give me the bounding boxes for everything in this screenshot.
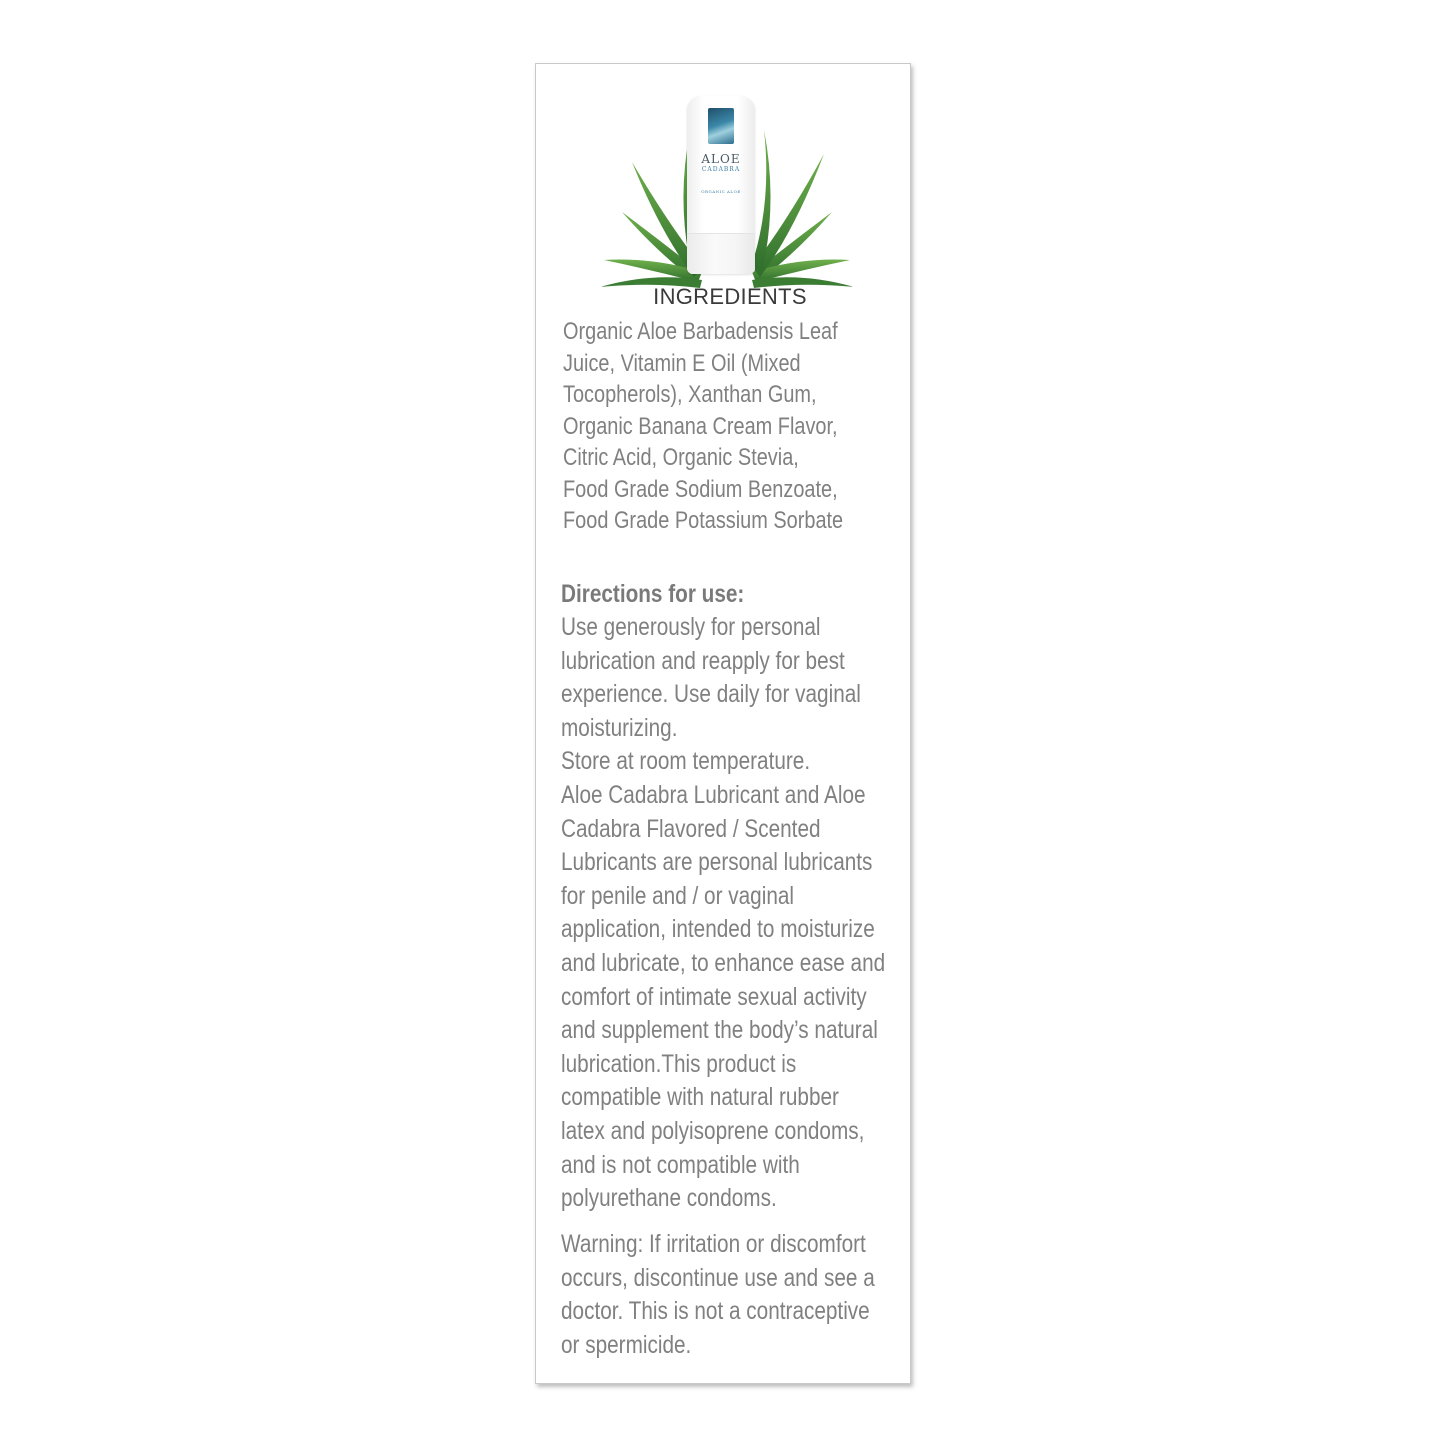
directions-text <box>561 611 893 1216</box>
bottle-cap <box>687 233 755 274</box>
product-bottle <box>687 96 755 274</box>
directions-line: application, intended to moisturize <box>561 915 875 944</box>
directions-line: Use generously for personal <box>561 613 821 641</box>
directions-line: comfort of intimate sexual activity <box>561 982 867 1011</box>
directions-line: and is not compatible with <box>561 1150 800 1179</box>
directions-line: polyurethane condoms. <box>561 1184 777 1213</box>
directions-line: Store at room temperature. <box>561 747 811 776</box>
directions-line: moisturizing. <box>561 713 678 742</box>
directions-line: compatible with natural rubber <box>561 1083 839 1112</box>
directions-line: Lubricants are personal lubricants <box>561 848 873 877</box>
ingredients-line: Tocopherols), Xanthan Gum, <box>563 381 817 408</box>
directions-heading: Directions for use: <box>561 580 745 608</box>
ingredients-list <box>563 316 862 537</box>
warning-line: Warning: If irritation or discomfort <box>561 1230 866 1258</box>
bottle-artwork-icon <box>708 108 734 144</box>
directions-line: lubrication.This product is <box>561 1049 797 1078</box>
brand-subname: CADABRA <box>701 166 741 173</box>
brand-name: ALOE <box>701 152 741 166</box>
ingredients-line: Citric Acid, Organic Stevia, <box>563 444 799 471</box>
ingredients-line: Organic Banana Cream Flavor, <box>563 412 838 440</box>
ingredients-line: Organic Aloe Barbadensis Leaf <box>563 318 838 345</box>
warning-line: or spermicide. <box>561 1330 692 1359</box>
variant-label: ORGANIC ALOE <box>701 189 741 194</box>
ingredients-line: Food Grade Potassium Sorbate <box>563 507 844 534</box>
ingredients-heading: INGREDIENTS <box>653 284 807 309</box>
directions-line: Cadabra Flavored / Scented <box>561 814 821 843</box>
directions-line: and supplement the body’s natural <box>561 1016 878 1045</box>
warning-line: doctor. This is not a contraceptive <box>561 1297 870 1326</box>
directions-line: lubrication and reapply for best <box>561 646 845 675</box>
directions-line: Aloe Cadabra Lubricant and Aloe <box>561 780 866 809</box>
directions-line: latex and polyisoprene condoms, <box>561 1116 865 1145</box>
product-label-card <box>535 63 911 1384</box>
warning-line: occurs, discontinue use and see a <box>561 1263 875 1292</box>
ingredients-line: Food Grade Sodium Benzoate, <box>563 475 838 503</box>
directions-line: and lubricate, to enhance ease and <box>561 948 886 977</box>
ingredients-line: Juice, Vitamin E Oil (Mixed <box>563 349 801 377</box>
directions-line: for penile and / or vaginal <box>561 881 795 910</box>
directions-line: experience. Use daily for vaginal <box>561 680 861 709</box>
product-image <box>602 92 852 302</box>
warning-text <box>561 1228 893 1362</box>
